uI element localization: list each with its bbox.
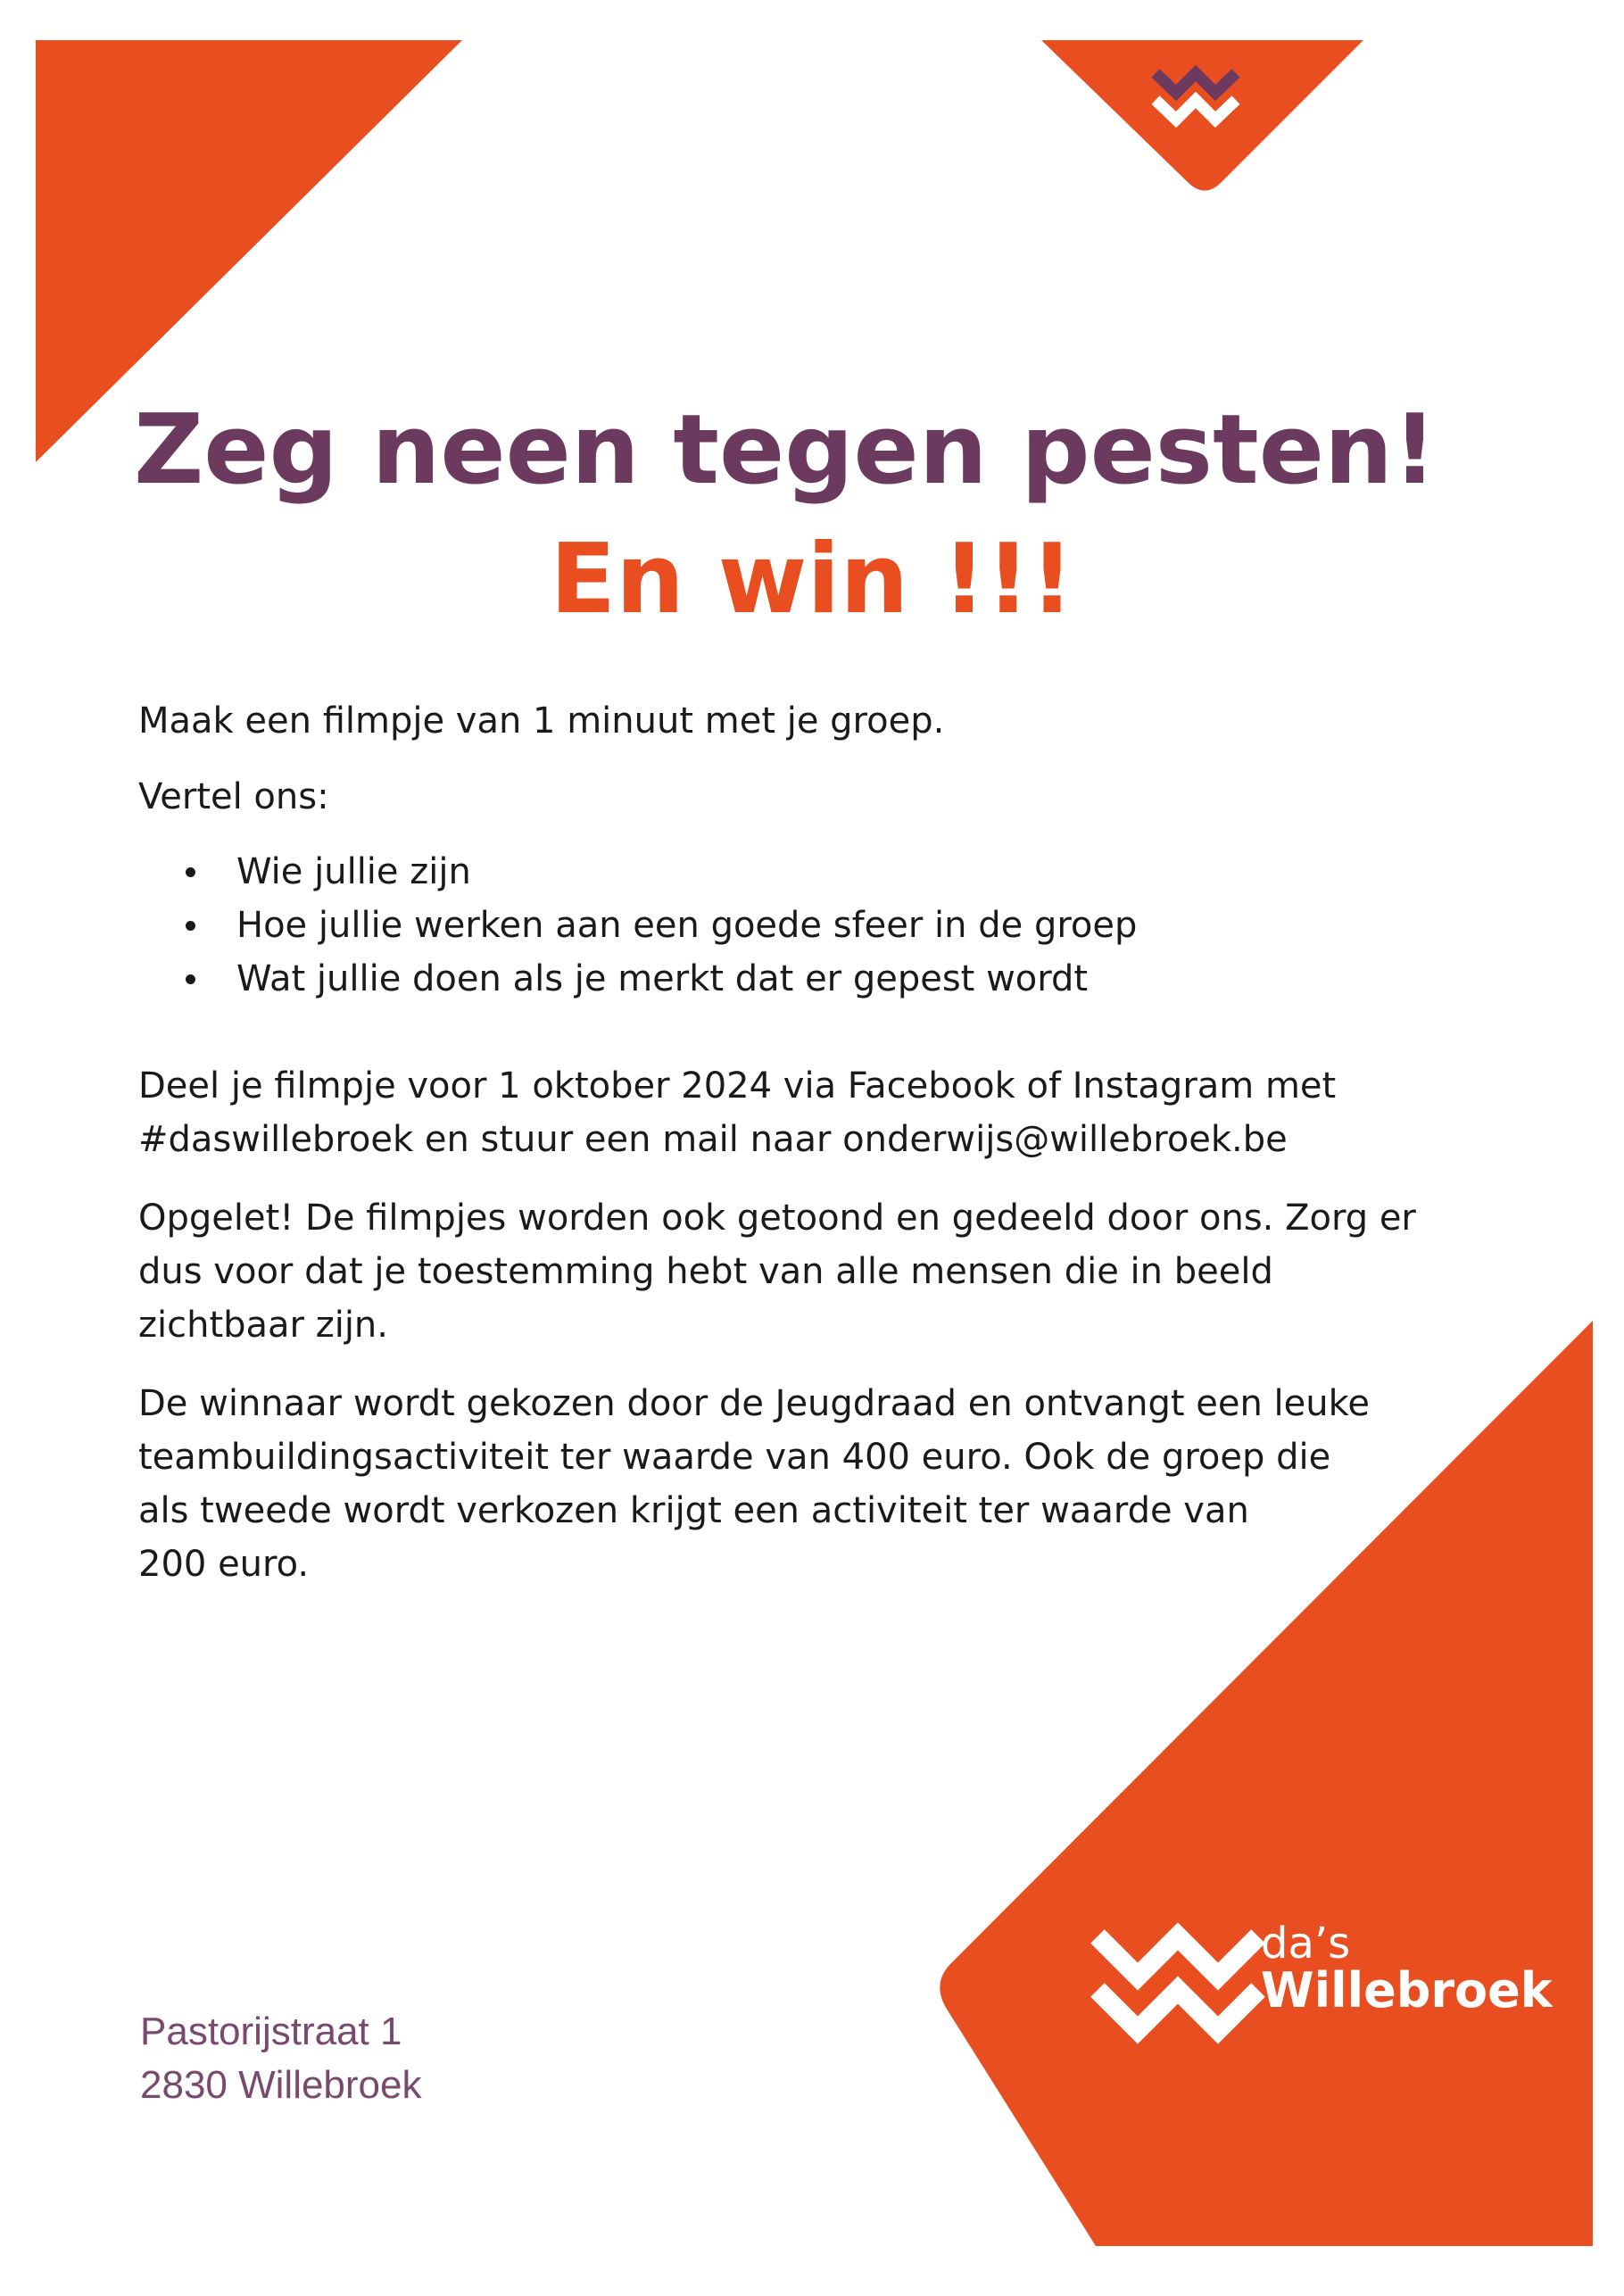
vertel-label: Vertel ons:	[138, 776, 329, 817]
bullet-list	[178, 845, 1137, 1006]
winner-paragraph	[138, 1377, 1530, 1591]
winner-line: 200 euro.	[138, 1544, 310, 1585]
address-street: Pastorijstraat 1	[140, 2010, 402, 2053]
intro-text: Maak een filmpje van 1 minuut met je groep.	[138, 700, 945, 742]
share-paragraph	[138, 1059, 1530, 1166]
list-item: Wat jullie doen als je merkt dat er gepest wordt	[178, 952, 1137, 1006]
list-item: Wie jullie zijn	[178, 845, 1137, 899]
warning-paragraph	[138, 1191, 1530, 1352]
page-subtitle: En win !!!	[550, 524, 1074, 635]
share-line: #daswillebroek en stuur een mail naar onderwijs@willebroek.be	[138, 1119, 1288, 1160]
winner-line: De winnaar wordt gekozen door de Jeugdraad en ontvangt een leuke	[138, 1383, 1370, 1424]
page-title: Zeg neen tegen pesten!	[134, 394, 1438, 506]
brand-wordmark-small: da’s	[1261, 1919, 1351, 1969]
address	[140, 2005, 422, 2112]
top-logo-chevron	[1041, 40, 1363, 191]
address-city: 2830 Willebroek	[140, 2063, 422, 2107]
brand-wordmark: Willebroek	[1261, 1962, 1553, 2018]
share-line: Deel je filmpje voor 1 oktober 2024 via Facebook of Instagram met	[138, 1065, 1337, 1107]
warning-line: Opgelet! De filmpjes worden ook getoond en gedeeld door ons. Zorg er	[138, 1198, 1416, 1239]
winner-line: als tweede wordt verkozen krijgt een activiteit ter waarde van	[138, 1490, 1249, 1531]
warning-line: zichtbaar zijn.	[138, 1305, 388, 1346]
warning-line: dus voor dat je toestemming hebt van alle mensen die in beeld	[138, 1251, 1273, 1292]
winner-line: teambuildingsactiviteit ter waarde van 400 euro. Ook de groep die	[138, 1437, 1331, 1478]
list-item: Hoe jullie werken aan een goede sfeer in de groep	[178, 899, 1137, 952]
